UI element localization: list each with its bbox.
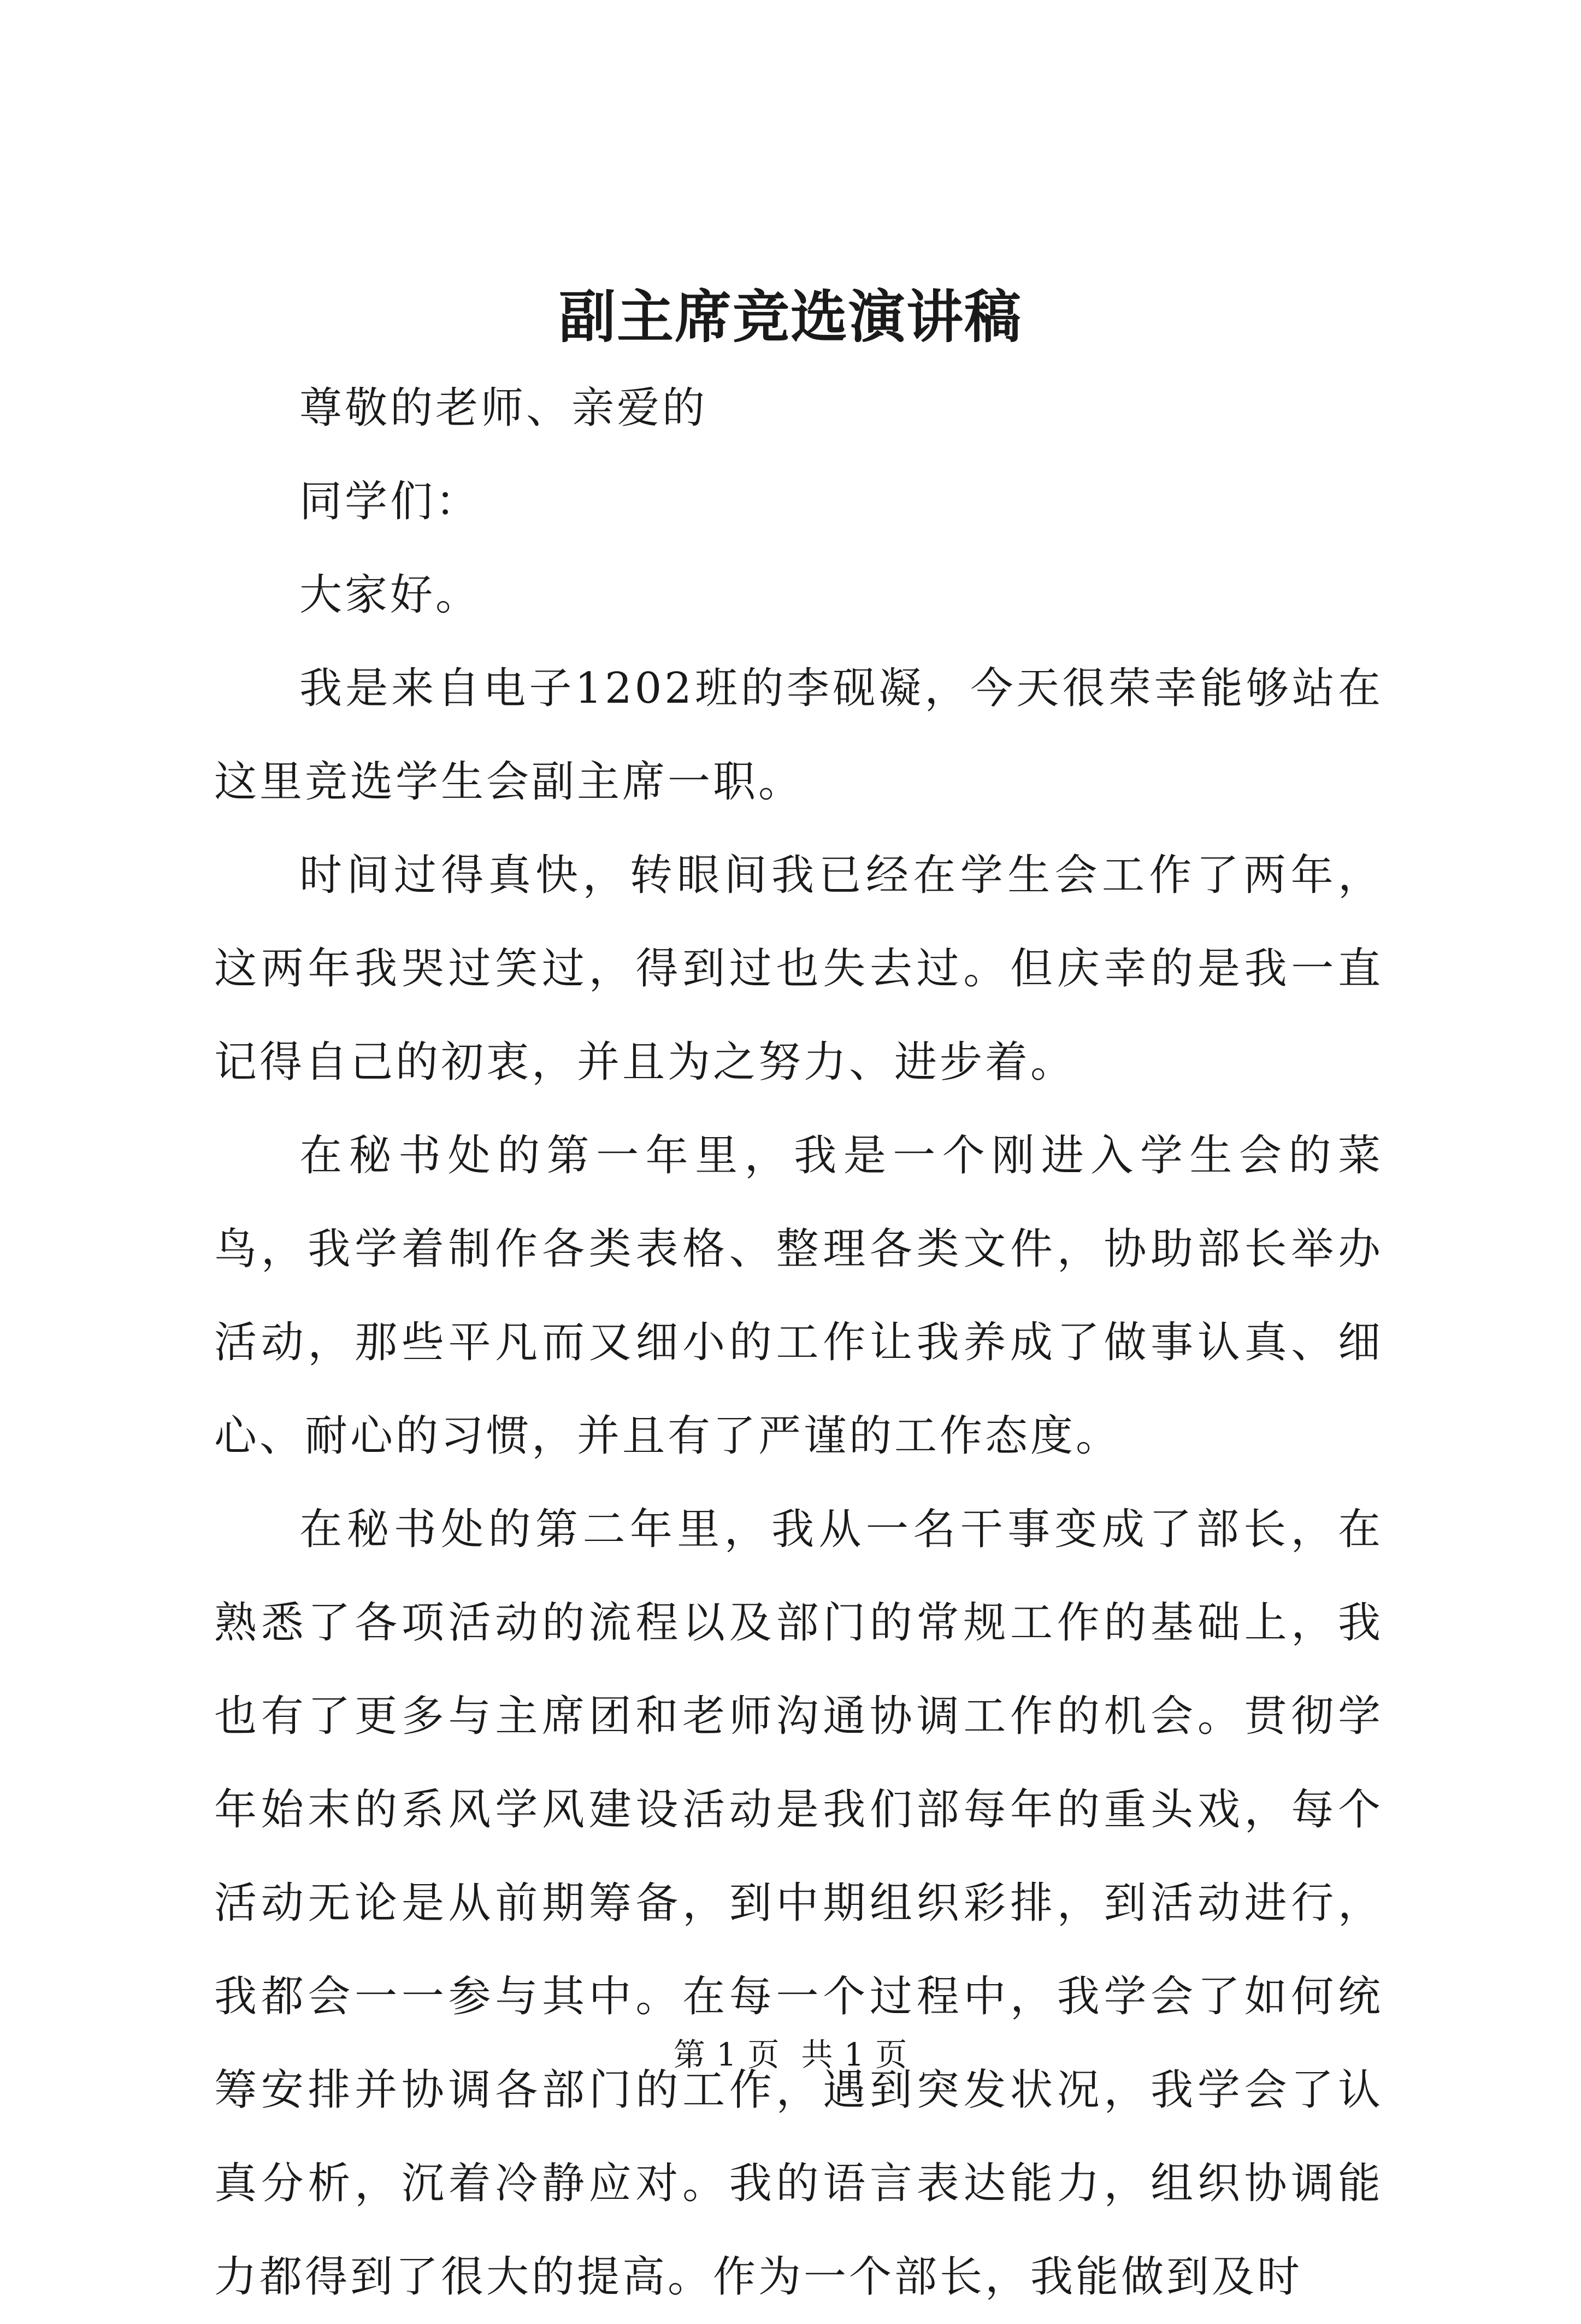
paragraph-second-year: 在秘书处的第二年里，我从一名干事变成了部长，在熟悉了各项活动的流程以及部门的常规工作的基础上，我也有了更多与主席团和老师沟通协调工作的机会。贯彻学年始末的系风学风建设活动是我们部每年的重头戏，每个活动无论是从前期筹备，到中期组织彩排，到活动进行，我都会一一参与其中。在每一个过程中，我学会了如何统筹安排并协调各部门的工作，遇到突发状况，我学会了认真分析，沉着冷静应对。我的语言表达能力，组织协调能力都得到了很大的提高。作为一个部长，我能做到及时 — [214, 1505, 1383, 2302]
paragraph-greeting: 大家好。 — [299, 570, 481, 620]
document-title: 副主席竞选演讲稿 — [558, 283, 1022, 350]
paragraph-introduction: 我是来自电子1202班的李砚凝，今天很荣幸能够站在这里竞选学生会副主席一职。 — [214, 664, 1383, 807]
paragraph-reflection: 时间过得真快，转眼间我已经在学生会工作了两年，这两年我哭过笑过，得到过也失去过。但庆幸的是我一直记得自己的初衷，并且为之努力、进步着。 — [214, 851, 1383, 1087]
paragraph-first-year: 在秘书处的第一年里，我是一个刚进入学生会的菜鸟，我学着制作各类表格、整理各类文件，协助部长举办活动，那些平凡而又细小的工作让我养成了做事认真、细心、耐心的习惯，并且有了严谨的工作态度。 — [214, 1131, 1383, 1461]
page-footer — [0, 2033, 1581, 2076]
document-body — [214, 362, 1383, 2324]
paragraph-salutation-2: 同学们： — [299, 477, 481, 526]
paragraph-salutation-1: 尊敬的老师、亲爱的 — [299, 384, 708, 433]
page-number-label: 第 1 页 共 1 页 — [673, 2036, 908, 2073]
